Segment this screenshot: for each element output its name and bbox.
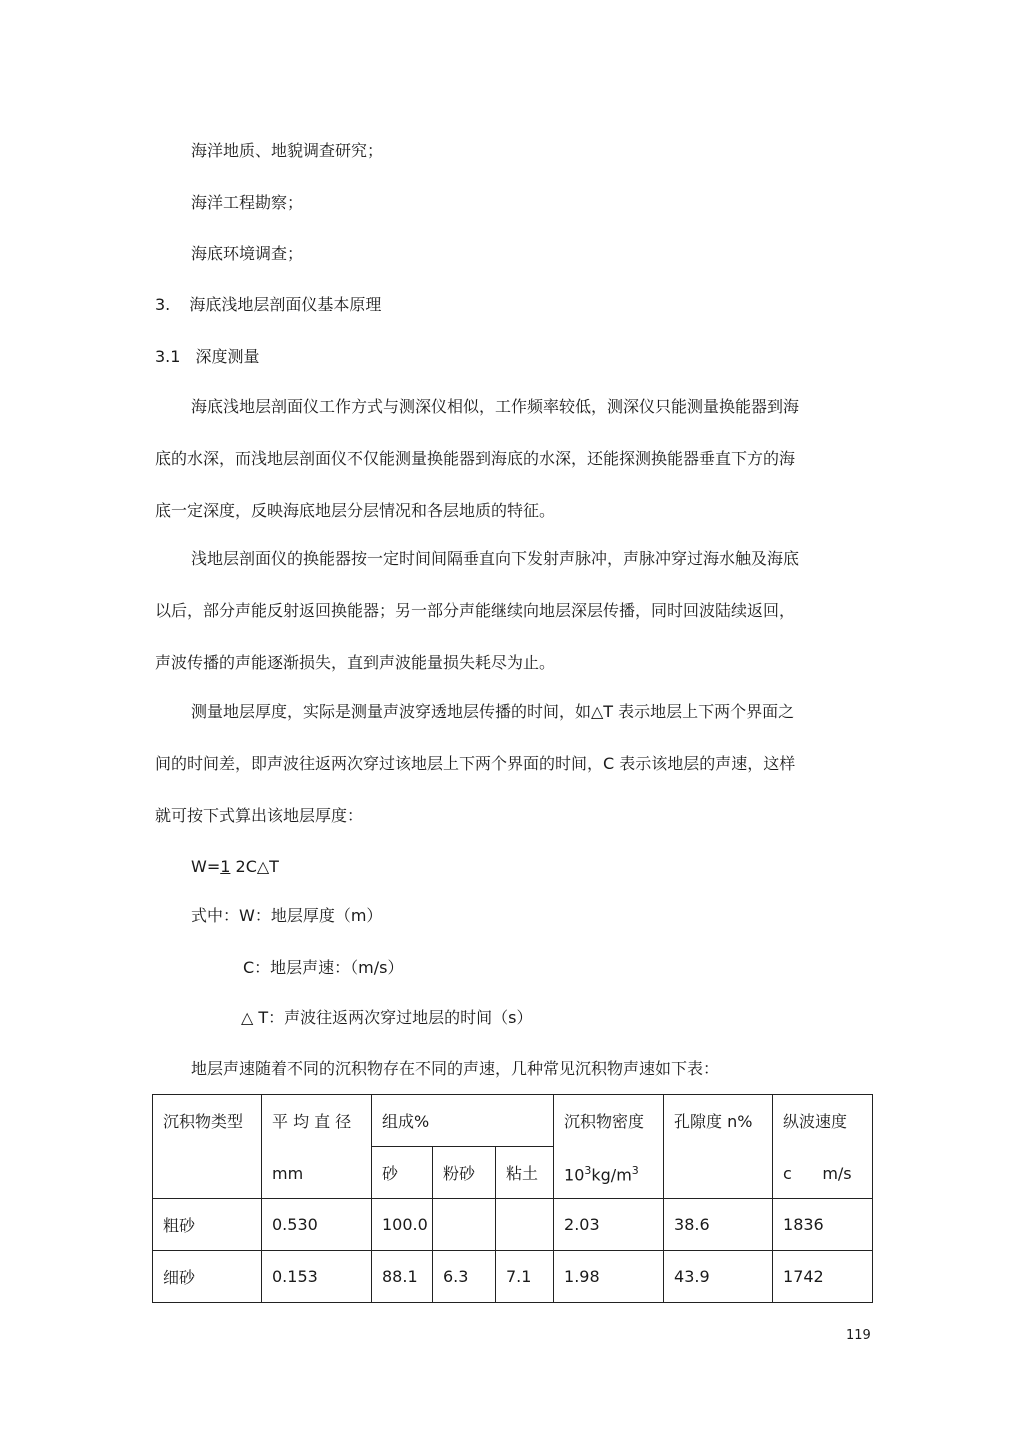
paragraph-line: 以后，部分声能反射返回换能器；另一部分声能继续向地层深层传播，同时回波陆续返回， — [155, 601, 796, 620]
header-density-unit: $10^3kg/m^3$ — [564, 1164, 639, 1185]
header-velocity — [773, 1095, 873, 1199]
cell-diameter: 0.530 — [262, 1199, 372, 1251]
definition-c: C：地层声速：（m/s） — [243, 958, 404, 977]
paragraph-line: 就可按下式算出该地层厚度： — [155, 806, 364, 825]
cell-silt — [433, 1199, 496, 1251]
formula-rest: 2C△T — [230, 857, 279, 876]
formula-lhs: W= — [191, 857, 221, 876]
section-3-1-title: 深度测量 — [195, 347, 260, 366]
table-intro: 地层声速随着不同的沉积物存在不同的声速，几种常见沉积物声速如下表： — [191, 1059, 720, 1078]
cell-silt: 6.3 — [433, 1251, 496, 1303]
cell-porosity: 43.9 — [664, 1251, 773, 1303]
table-header-row — [153, 1095, 873, 1147]
cell-velocity: 1742 — [773, 1251, 873, 1303]
bullet-2: 海洋工程勘察； — [191, 193, 304, 212]
cell-porosity: 38.6 — [664, 1199, 773, 1251]
table-row — [153, 1251, 873, 1303]
cell-diameter: 0.153 — [262, 1251, 372, 1303]
header-velocity-unit: c m/s — [783, 1164, 852, 1183]
sediment-table — [152, 1094, 873, 1303]
section-3-1-heading — [155, 347, 260, 367]
header-mean-diameter — [262, 1095, 372, 1199]
header-porosity: 孔隙度 n% — [664, 1095, 773, 1199]
bullet-3: 海底环境调查； — [191, 244, 304, 263]
bullet-1: 海洋地质、地貌调查研究； — [191, 141, 384, 160]
header-mean-diameter-label: 平 均 直 径 — [272, 1112, 352, 1131]
header-mean-diameter-unit: mm — [272, 1164, 304, 1183]
header-composition: 组成% — [372, 1095, 554, 1147]
paragraph-1 — [155, 381, 869, 537]
section-3-heading — [155, 295, 381, 315]
cell-type: 粗砂 — [153, 1199, 262, 1251]
paragraph-line: 间的时间差，即声波往返两次穿过该地层上下两个界面的时间，C 表示该地层的声速，这样 — [155, 754, 796, 773]
cell-density: 2.03 — [554, 1199, 664, 1251]
paragraph-line: 浅地层剖面仪的换能器按一定时间间隔垂直向下发射声脉冲，声脉冲穿过海水触及海底 — [191, 549, 800, 568]
header-density — [554, 1095, 664, 1199]
header-silt: 粉砂 — [433, 1147, 496, 1199]
page-number: 119 — [846, 1328, 871, 1343]
section-3-1-number: 3.1 — [155, 347, 181, 366]
paragraph-line: 声波传播的声能逐渐损失，直到声波能量损失耗尽为止。 — [155, 653, 556, 672]
cell-density: 1.98 — [554, 1251, 664, 1303]
paragraph-2 — [155, 533, 869, 689]
paragraph-line: 底的水深，而浅地层剖面仪不仅能测量换能器到海底的水深，还能探测换能器垂直下方的海 — [155, 449, 796, 468]
cell-clay: 7.1 — [496, 1251, 554, 1303]
paragraph-line: 海底浅地层剖面仪工作方式与测深仪相似，工作频率较低，测深仪只能测量换能器到海 — [191, 397, 800, 416]
table-row — [153, 1199, 873, 1251]
header-velocity-label: 纵波速度 — [783, 1112, 848, 1131]
header-clay: 粘土 — [496, 1147, 554, 1199]
cell-clay — [496, 1199, 554, 1251]
formula — [191, 857, 279, 877]
formula-numerator: 1 — [220, 857, 231, 876]
paragraph-3 — [155, 686, 869, 842]
header-sand: 砂 — [372, 1147, 433, 1199]
definition-t: △ T：声波往返两次穿过地层的时间（s） — [241, 1008, 533, 1027]
definition-w: 式中：W：地层厚度（m） — [191, 906, 383, 925]
paragraph-line: 测量地层厚度，实际是测量声波穿透地层传播的时间，如△T 表示地层上下两个界面之 — [191, 702, 795, 721]
cell-sand: 100.0 — [372, 1199, 433, 1251]
section-3-title: 海底浅地层剖面仪基本原理 — [189, 295, 382, 314]
cell-sand: 88.1 — [372, 1251, 433, 1303]
header-sediment-type: 沉积物类型 — [153, 1095, 262, 1199]
section-3-number: 3. — [155, 295, 171, 314]
cell-velocity: 1836 — [773, 1199, 873, 1251]
cell-type: 细砂 — [153, 1251, 262, 1303]
paragraph-line: 底一定深度，反映海底地层分层情况和各层地质的特征。 — [155, 501, 556, 520]
header-density-label: 沉积物密度 — [564, 1112, 645, 1131]
